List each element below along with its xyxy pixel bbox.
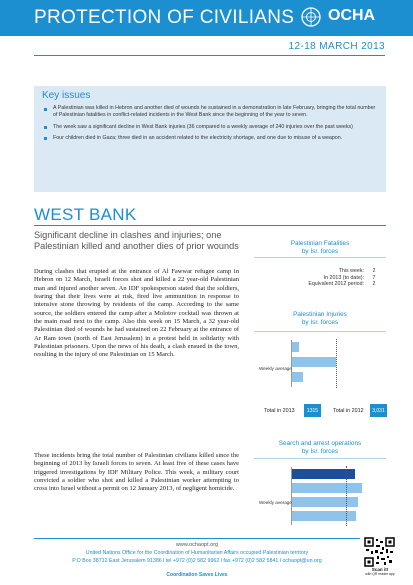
injuries-title-line1: Palestinian Injuries: [293, 311, 347, 318]
fatalities-row: [256, 275, 384, 282]
chart-bar: [292, 483, 362, 493]
injuries-total-2012-badge: 3,031: [370, 404, 387, 417]
key-issue-text: A Palestinian was killed in Hebron and another died of wounds he sustained in a demonstration in late February, bringing the total number of Palestinian fatalities in conflict-related incidents in the West Bank since the beginning of the year to seven.: [53, 105, 376, 119]
qr-scan-label: Scan it!: [371, 567, 389, 572]
qr-scan-sublabel: with QR reader app: [365, 572, 395, 576]
injuries-title-line2: by Isr. forces: [301, 319, 339, 326]
fatalities-row-label: This week:: [338, 268, 364, 274]
article-paragraph: During clashes that erupted at the entrance of Al Fawwar refugee camp in Hebron on 12 March, Israeli forces shot and killed a 22 year-old Palestinian man and injured another seven. An IDF spokesperson stated that the soldiers, fearing that their lives were at risk, fired live ammunition in response to intensive stone throwing by residents of the camp. According to the same source, the soldiers entered the camp after a Molotov cocktail was thrown at the main road next to the camp. Also this week on 15 March, a 32 year-old Palestinian died of wounds he had sustained on 22 February at the entrance of Ar Ram town (north of East Jerusalem) in a protest held in solidarity with Palestinian prisoners. Upon the news of his death, a clash ensued in the town, resulting in the injury of one Palestinian on 15 March.: [34, 268, 239, 359]
footer-motto: Coordination Saves Lives: [166, 572, 228, 578]
search-title-line2: by Isr. forces: [301, 448, 339, 455]
injuries-total-2013-badge: 1315: [304, 404, 321, 417]
chart-bar: [292, 372, 303, 382]
header-bar: [0, 0, 413, 36]
fatalities-table: [256, 268, 384, 288]
fatalities-row-value: 7: [372, 274, 376, 281]
fatalities-row: [256, 281, 384, 288]
footer-website-link[interactable]: www.ochaopt.org: [175, 542, 219, 548]
key-issue-item: [42, 124, 378, 131]
fatalities-title: [254, 240, 386, 256]
page-header: [0, 0, 413, 58]
article-subheading: Significant decline in clashes and injuries; one Palestinian killed and another dies of prior wounds: [34, 230, 239, 251]
fatalities-row-label: In 2013 (to date):: [323, 274, 364, 281]
page-title: PROTECTION OF CIVILIANS: [34, 7, 295, 28]
ocha-logo: [300, 4, 400, 32]
search-title: [254, 440, 386, 456]
search-divider: [254, 458, 386, 459]
key-issues-title: Key issues: [42, 90, 91, 101]
chart-bar: [292, 357, 336, 367]
fatalities-title-line2: by Isr. forces: [301, 248, 339, 255]
fatalities-divider: [254, 257, 386, 258]
injuries-divider: [254, 331, 386, 332]
fatalities-row-value: 2: [372, 268, 376, 274]
chart-bar: [292, 497, 358, 507]
weekly-average-line: [336, 339, 337, 388]
fatalities-title-line1: Palestinian Fatalities: [290, 240, 350, 247]
fatalities-row-value: 2: [372, 281, 376, 288]
section-divider: [34, 225, 386, 226]
key-issue-text: Four children died in Gaza; three died in an accident related to the electricity shortage, and one due to misuse of a weapon.: [53, 134, 343, 141]
article-paragraph: These incidents bring the total number of Palestinian civilians killed since the beginning of 2013 by Israeli forces to seven. At least five of these cases have triggered investigations by IDF Military Police. This week, a military court convicted a soldier who shot and killed a Palestinian worker attempting to cross into Israel without a permit on 12 January 2013, of negligent homicide.: [34, 452, 239, 493]
key-issues-box: [34, 86, 386, 192]
bullet-icon: [44, 137, 47, 140]
fatalities-row-label: Equivalent 2012 period:: [308, 281, 364, 288]
header-divider: [34, 55, 385, 56]
chart-bar: [292, 342, 299, 352]
key-issue-text: The week saw a significant decline in West Bank injuries (36 compared to a weekly average of 240 injuries over the past weeks): [53, 123, 353, 130]
fatalities-row: [256, 268, 384, 275]
report-date: 12-18 MARCH 2013: [288, 41, 385, 52]
footer-contact-line: P.O Box 38712 East Jerusalem 91386 l tel +972 (0)2 582 9962 l fax +972 (0)2 582 5841 l ochaopt@un.org: [72, 558, 322, 564]
search-title-line1: Search and arrest operations: [278, 440, 362, 447]
search-weekly-average-label: Weekly average: [259, 500, 292, 505]
injuries-total-2012-label: Total in 2012: [333, 408, 364, 414]
bullet-icon: [44, 126, 47, 129]
un-emblem-icon: [300, 6, 322, 28]
ocha-logo-text: OCHA: [328, 7, 376, 24]
footer-divider: [34, 538, 360, 539]
qr-code-icon[interactable]: [364, 537, 395, 567]
section-title: WEST BANK: [34, 205, 137, 224]
injuries-weekly-average-label: Weekly average: [259, 366, 292, 371]
injuries-total-2013-label: Total in 2013: [264, 408, 295, 414]
bullet-icon: [44, 108, 47, 111]
weekly-average-line: [346, 466, 347, 526]
injuries-title: [254, 311, 386, 327]
footer-org-line: United Nations Office for the Coordination of Humanitarian Affairs occupied Palestinian territory: [85, 550, 309, 556]
key-issue-item: [42, 135, 378, 142]
key-issue-item: [42, 105, 378, 120]
qr-code-label: [360, 567, 400, 577]
